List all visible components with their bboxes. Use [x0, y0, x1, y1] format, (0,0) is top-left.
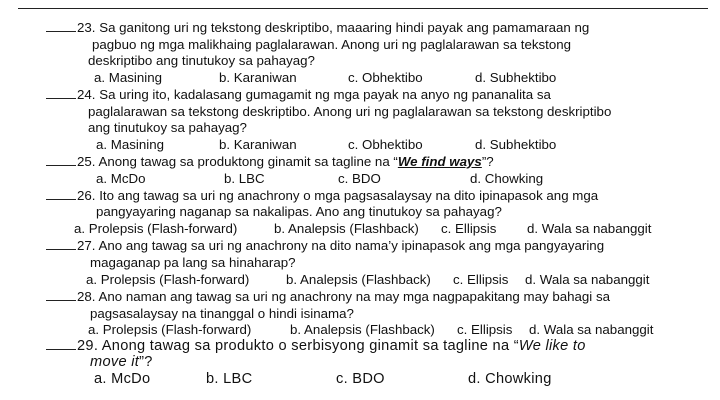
- q29-option-a[interactable]: a. McDo: [94, 371, 151, 387]
- q29-option-c[interactable]: c. BDO: [336, 371, 385, 387]
- question-25-line: 25. Anong tawag sa produktong ginamit sa tagline na “We find ways”?: [46, 154, 494, 170]
- question-27-line-1: 27. Ano ang tawag sa uri ng anachrony na dito nama’y ipinapasok ang mga pangyayaring: [46, 238, 604, 254]
- answer-blank[interactable]: [46, 154, 76, 166]
- question-24-line-1: 24. Sa uring ito, kadalasang gumagamit ng mga payak na anyo ng pananalita sa: [46, 87, 551, 103]
- q23-option-d[interactable]: d. Subhektibo: [475, 70, 557, 85]
- question-26-line-2: pangyayaring naganap sa nakalipas. Ano ang tinutukoy sa pahayag?: [96, 204, 502, 219]
- answer-blank[interactable]: [46, 20, 76, 32]
- q28-option-a[interactable]: a. Prolepsis (Flash-forward): [88, 322, 252, 337]
- q25-option-d[interactable]: d. Chowking: [470, 171, 544, 186]
- tagline-we-like-to: We like to: [518, 338, 586, 354]
- answer-blank[interactable]: [46, 238, 76, 250]
- q24-option-a[interactable]: a. Masining: [96, 137, 164, 152]
- q27-option-b[interactable]: b. Analepsis (Flashback): [286, 272, 431, 287]
- q29-option-d[interactable]: d. Chowking: [468, 371, 552, 387]
- q27-option-c[interactable]: c. Ellipsis: [453, 272, 509, 287]
- q25-option-b[interactable]: b. LBC: [224, 171, 265, 186]
- question-24-line-3: ang tinutukoy sa pahayag?: [88, 120, 247, 135]
- q24-option-c[interactable]: c. Obhektibo: [348, 137, 423, 152]
- tagline-we-find-ways: We find ways: [397, 154, 482, 169]
- q28-option-c[interactable]: c. Ellipsis: [457, 322, 513, 337]
- question-29-line-2: move it”?: [90, 354, 153, 370]
- q23-option-c[interactable]: c. Obhektibo: [348, 70, 423, 85]
- question-29-line-1: 29. Anong tawag sa produkto o serbisyong ginamit sa tagline na “We like to: [46, 338, 586, 354]
- answer-blank[interactable]: [46, 289, 76, 301]
- answer-blank[interactable]: [46, 338, 76, 350]
- q24-option-d[interactable]: d. Subhektibo: [475, 137, 557, 152]
- question-23-line-2: pagbuo ng mga malikhaing paglalarawan. Anong uri ng paglalarawan sa tekstong: [92, 37, 572, 52]
- tagline-move-it: move it: [90, 354, 140, 370]
- q26-option-b[interactable]: b. Analepsis (Flashback): [274, 221, 419, 236]
- question-28-line-1: 28. Ano naman ang tawag sa uri ng anachrony na may mga nagpapakitang may bahagi sa: [46, 289, 610, 305]
- question-26-line-1: 26. Ito ang tawag sa uri ng anachrony o mga pagsasalaysay na dito ipinapasok ang mga: [46, 188, 598, 204]
- question-27-line-2: magaganap pa lang sa hinaharap?: [90, 255, 296, 270]
- q26-option-d[interactable]: d. Wala sa nabanggit: [527, 221, 652, 236]
- q25-option-a[interactable]: a. McDo: [96, 171, 146, 186]
- answer-blank[interactable]: [46, 188, 76, 200]
- q23-option-b[interactable]: b. Karaniwan: [219, 70, 297, 85]
- answer-blank[interactable]: [46, 87, 76, 99]
- question-23-line-3: deskriptibo ang tinutukoy sa pahayag?: [88, 53, 315, 68]
- q27-option-d[interactable]: d. Wala sa nabanggit: [525, 272, 650, 287]
- q28-option-b[interactable]: b. Analepsis (Flashback): [290, 322, 435, 337]
- q26-option-c[interactable]: c. Ellipsis: [441, 221, 497, 236]
- q28-option-d[interactable]: d. Wala sa nabanggit: [529, 322, 654, 337]
- q27-option-a[interactable]: a. Prolepsis (Flash-forward): [86, 272, 250, 287]
- q25-option-c[interactable]: c. BDO: [338, 171, 381, 186]
- question-23-line-1: 23. Sa ganitong uri ng tekstong deskriptibo, maaaring hindi payak ang pamamaraan ng: [46, 20, 589, 36]
- q23-option-a[interactable]: a. Masining: [94, 70, 162, 85]
- question-24-line-2: paglalarawan sa tekstong deskriptibo. Anong uri ng paglalarawan sa tekstong deskriptibo: [88, 104, 612, 119]
- q24-option-b[interactable]: b. Karaniwan: [219, 137, 297, 152]
- top-rule: [18, 8, 708, 9]
- q29-option-b[interactable]: b. LBC: [206, 371, 253, 387]
- q26-option-a[interactable]: a. Prolepsis (Flash-forward): [74, 221, 238, 236]
- question-28-line-2: pagsasalaysay na tinanggal o hindi isinama?: [90, 306, 354, 321]
